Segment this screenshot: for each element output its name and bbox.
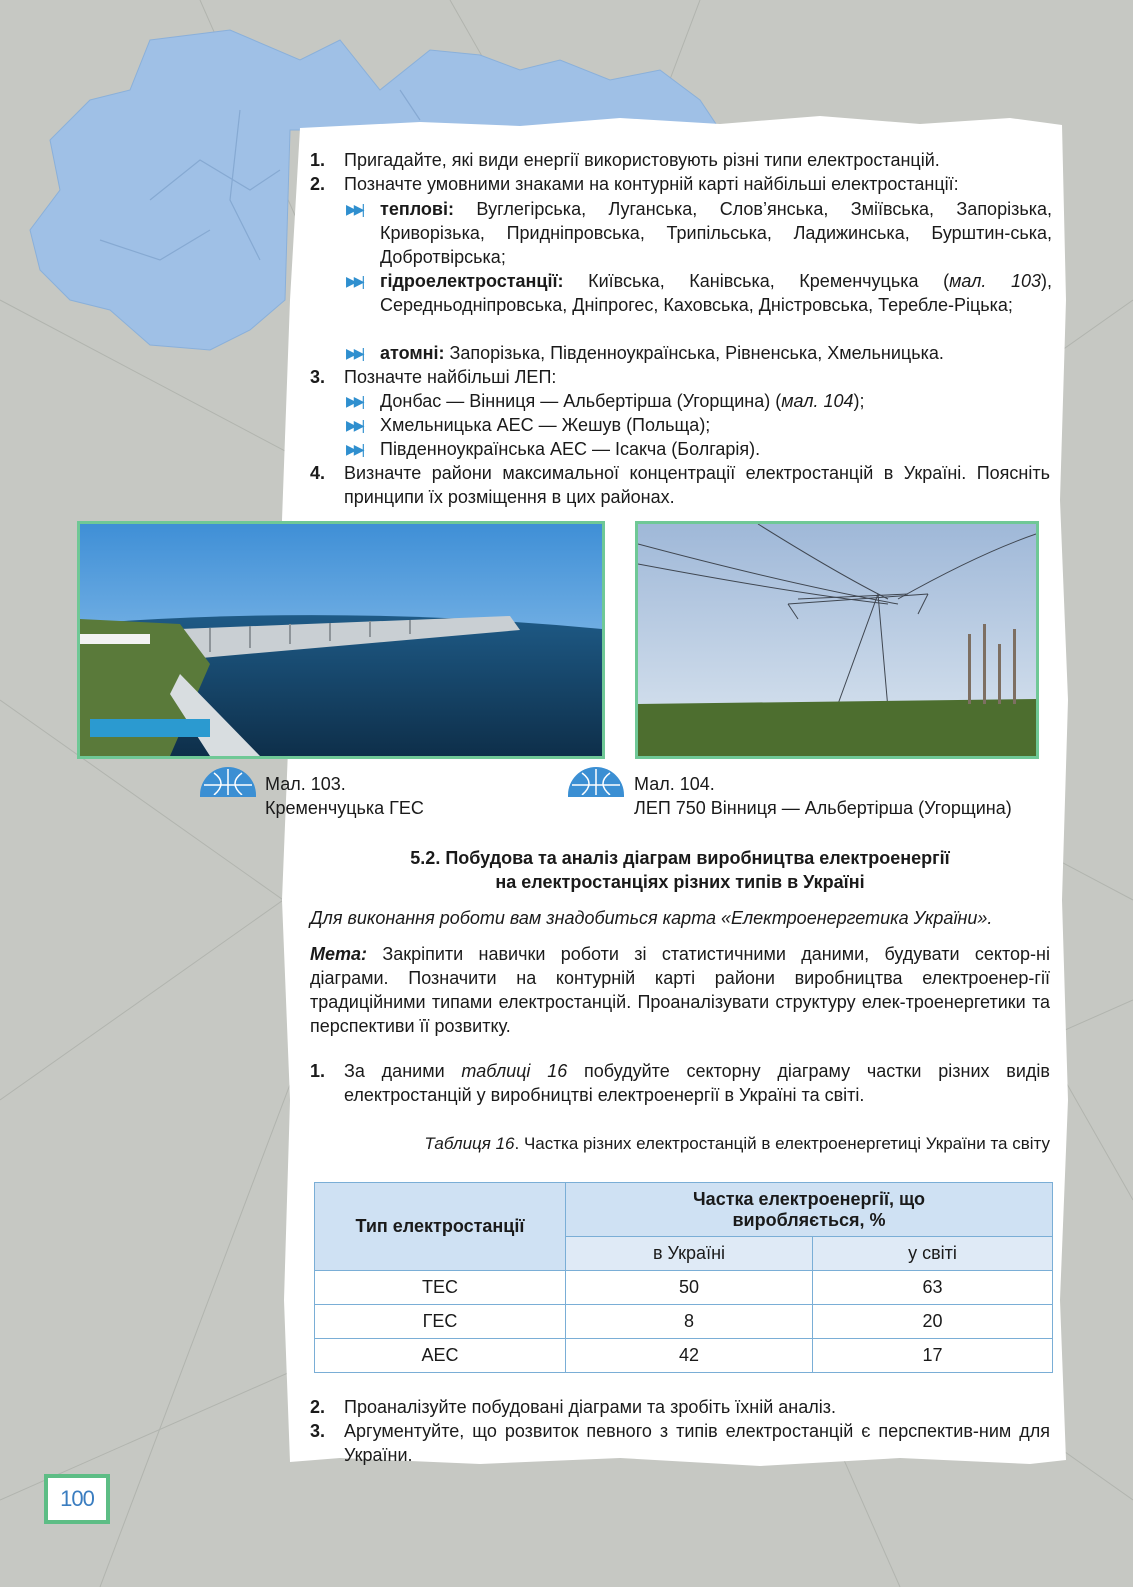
task-text: Позначте найбільші ЛЕП: [344,367,557,387]
header-world: у світі [813,1237,1053,1271]
globe-icon [196,765,260,799]
hydro-station-image [80,524,602,756]
figure-103-caption: Кременчуцька ГЕС [265,798,424,818]
task-b3 [310,1419,1050,1467]
task-text-post: побудуйте секторну діаграму частки різних видів електростанцій у виробництві електроенергії в Україні та світі. [344,1061,1050,1105]
cell-type: ГЕС [315,1305,566,1339]
section-title-line2: на електростанціях різних типів в Україні [495,872,865,892]
goal-label: Мета: [310,944,368,964]
table-caption-text: . Частка різних електростанцій в електроенергетиці України та світу [514,1134,1050,1153]
line-text: Хмельницька АЕС — Жешув (Польща); [380,415,711,435]
figure-104-caption: ЛЕП 750 Вінниця — Альбертірша (Угорщина) [634,798,1012,818]
cell-ukraine: 8 [566,1305,813,1339]
power-line-2 [346,413,1052,437]
cell-world: 63 [813,1271,1053,1305]
goal-paragraph [310,942,1050,1038]
cell-type: АЕС [315,1339,566,1373]
power-line-3 [346,437,1052,461]
line-text: Південноукраїнська АЕС — Ісакча (Болгарія). [380,439,761,459]
task-number: 2. [310,1397,326,1417]
table-row [315,1339,1053,1373]
task-text: Визначте райони максимальної концентрації електростанцій в Україні. Поясніть принципи їх розміщення в цих районах. [344,463,1050,507]
table-caption-label: Таблиця 16 [424,1134,515,1153]
bullet-arrow-icon: ▶▶| [346,393,363,409]
station-list: Запорізька, Південноукраїнська, Рівненська, Хмельницька. [444,343,944,363]
intro-text: Для виконання роботи вам знадобиться карта «Електроенергетика України». [310,908,993,928]
cell-ukraine: 50 [566,1271,813,1305]
task-b1 [310,1059,1050,1107]
task-2 [310,172,1050,196]
task-b2 [310,1395,1050,1419]
station-type-thermal [346,197,1052,269]
bullet-arrow-icon: ▶▶| [346,417,363,433]
station-list: Київська, Канівська, Кременчуцька ( [563,271,950,291]
photo-kremenchuk-hpp [77,521,605,759]
cell-ukraine: 42 [566,1339,813,1373]
task-number: 4. [310,463,326,483]
bullet-arrow-icon: ▶▶| [346,273,363,289]
station-type-hydro [346,269,1052,317]
task-number: 1. [310,150,326,170]
task-number: 2. [310,174,326,194]
header-ukraine: в Україні [566,1237,813,1271]
page-number: 100 [44,1474,110,1524]
bullet-arrow-icon: ▶▶| [346,201,363,217]
station-type-label: гідроелектростанції: [380,271,564,291]
power-line-1 [346,389,1052,413]
photo-power-line [635,521,1039,759]
task-text: Аргументуйте, що розвиток певного з типів електростанцій є перспектив-ним для України. [344,1421,1050,1465]
line-tail: ); [853,391,865,411]
station-list: Вуглегірська, Луганська, Слов’янська, Зміївська, Запорізька, Криворізька, Придніпровська, Трипільська, Ладижинська, Бурштин-ська, Добротвірська; [380,199,1052,267]
goal-text: Закріпити навички роботи зі статистичними даними, будувати сектор-ні діаграми. Позначити на контурній карті райони виробництва електроенер-гії традиційними типами електростанцій. Проаналізувати структуру елек-троенергетики та перспективи її розвитку. [310,944,1050,1036]
task-text: Пригадайте, які види енергії використовують різні типи електростанцій. [344,150,940,170]
figure-ref: мал. 103 [949,271,1041,291]
task-text: Позначте умовними знаками на контурній карті найбільші електростанції: [344,174,959,194]
task-number: 3. [310,367,326,387]
task-3 [310,365,1050,389]
line-text: Донбас — Вінниця — Альбертірша (Угорщина) ( [380,391,782,411]
task-number: 3. [310,1421,326,1441]
station-type-nuclear [346,341,1052,365]
globe-icon [564,765,628,799]
table-ref: таблиці 16 [461,1061,568,1081]
bullet-arrow-icon: ▶▶| [346,441,363,457]
task-1 [310,148,1050,172]
station-type-label: атомні: [380,343,445,363]
power-line-image [638,524,1036,756]
power-share-table [314,1182,1053,1373]
station-list-tail: ), Середньодніпровська, Дніпрогес, Каховська, Дністровська, Теребле-Ріцька; [380,271,1052,315]
task-4 [310,461,1050,509]
header-share: Частка електроенергії, що виробляється, % [566,1183,1053,1237]
table-row [315,1305,1053,1339]
task-text: Проаналізуйте побудовані діаграми та зробіть їхній аналіз. [344,1397,836,1417]
figure-104-label: Мал. 104. [634,774,715,794]
header-station-type: Тип електростанції [315,1183,566,1271]
cell-type: ТЕС [315,1271,566,1305]
figure-ref: мал. 104 [781,391,854,411]
station-type-label: теплові: [380,199,454,219]
section-title-line1: 5.2. Побудова та аналіз діаграм виробництва електроенергії [410,848,950,868]
table-row [315,1271,1053,1305]
table-caption [310,1132,1050,1156]
figure-103-label: Мал. 103. [265,774,346,794]
bullet-arrow-icon: ▶▶| [346,345,363,361]
task-text-pre: За даними [344,1061,462,1081]
cell-world: 17 [813,1339,1053,1373]
cell-world: 20 [813,1305,1053,1339]
task-number: 1. [310,1061,326,1081]
